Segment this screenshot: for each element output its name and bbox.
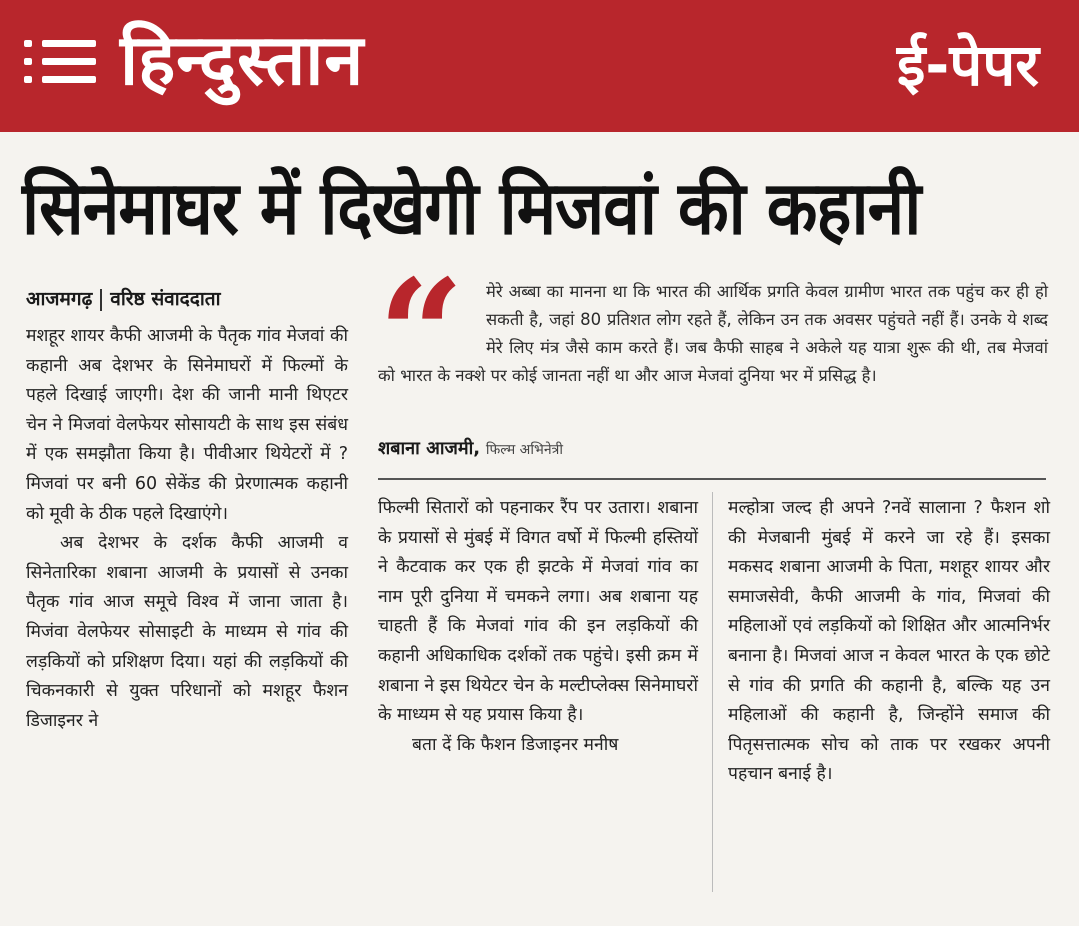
header-bar xyxy=(0,0,1079,132)
dateline-byline: वरिष्ठ संवाददाता xyxy=(110,288,221,310)
brand-logo[interactable]: हिन्दुस्तान xyxy=(120,19,365,101)
quote-author: शबाना आजमी, xyxy=(378,438,481,459)
paragraph: अब देशभर के दर्शक कैफी आजमी व सिनेतारिका शबाना आजमी के प्रयासों से उनका पैतृक गांव आज समूचे विश्व में जाना जाता है। मिजंवा वेलफेयर सोसाइटी के माध्यम से गांव की लड़कियों को प्रशिक्षण दिया। यहां की लड़कियों की चिकनकारी से युक्त परिधानों को मशहूर फैशन डिजाइनर ने xyxy=(26,533,348,731)
paragraph: बता दें कि फैशन डिजाइनर मनीष xyxy=(412,734,619,755)
quote-text-block xyxy=(378,278,1048,390)
hamburger-menu-icon[interactable] xyxy=(24,38,96,86)
dateline-separator xyxy=(100,289,102,311)
pull-quote xyxy=(378,247,1048,468)
quote-author-role: फिल्म अभिनेत्री xyxy=(485,442,563,458)
article-headline: सिनेमाघर में दिखेगी मिजवां की कहानी xyxy=(22,165,921,252)
newspaper-clipping xyxy=(0,132,1079,926)
article-column-2 xyxy=(378,494,698,760)
dateline-place: आजमगढ़ xyxy=(26,288,93,310)
quote-attribution xyxy=(378,434,563,464)
quote-mark-icon: “ xyxy=(378,247,465,423)
epaper-link[interactable]: ई-पेपर xyxy=(896,31,1039,99)
article-column-1 xyxy=(26,322,348,736)
paragraph: मशहूर शायर कैफी आजमी के पैतृक गांव मेजवां की कहानी अब देशभर के सिनेमाघरों में फिल्मों के पहले दिखाई जाएगी। देश की जानी मानी थिएटर चेन ने मिजवां वेलफेयर सोसायटी के साथ इस संबंध में एक समझौता किया है। पीवीआर थियेटरों में ?मिजवां पर बनी 60 सेकेंड की प्रेरणात्मक कहानी को मूवी के ठीक पहले दिखाएंगे। xyxy=(26,326,348,524)
section-divider xyxy=(378,478,1046,480)
article-column-3 xyxy=(728,494,1050,790)
quote-text: मेरे अब्बा का मानना था कि भारत की आर्थिक प्रगति केवल ग्रामीण भारत तक पहुंच कर ही हो सकती है, जहां 80 प्रतिशत लोग रहते हैं, लेकिन उन तक अवसर पहुंचते नहीं हैं। उनके ये शब्द मेरे लिए मंत्र जैसे काम करते हैं। जब कैफी साहब ने अकेले यह यात्रा शुरू की थी, तब मेजवां को भारत के नक्शे पर कोई जानता नहीं था और आज मेजवां दुनिया भर में प्रसिद्ध है। xyxy=(378,282,1048,385)
dateline xyxy=(26,282,356,316)
column-divider xyxy=(712,492,713,892)
paragraph: मल्होत्रा जल्द ही अपने ?नवें सालाना ? फैशन शो की मेजबानी मुंबई में करने जा रहे हैं। इसका मकसद शबाना आजमी के पिता, मशहूर शायर और समाजसेवी, कैफी आजमी के गांव, मिजवां की महिलाओं एवं लड़कियों को शिक्षित और आत्मनिर्भर बनाना है। मिजवां आज न केवल भारत के एक छोटे से गांव की प्रगति की कहानी है, बल्कि यह उन महिलाओं की कहानी है, जिन्होंने समाज की पितृसत्तात्मक सोच को ताक पर रखकर अपनी पहचान बनाई है। xyxy=(728,498,1050,785)
paragraph: फिल्मी सितारों को पहनाकर रैंप पर उतारा। शबाना के प्रयासों से मुंबई में विगत वर्षो में फिल्मी हस्तियों ने कैटवाक कर एक ही झटके में मेजवां गांव का नाम पूरी दुनिया में चमकने लगा। अब शबाना यह चाहती हैं कि मेजवां गांव की इन लड़कियों की कहानी अधिकाधिक दर्शकों तक पहुंचे। इसी क्रम में शबाना ने इस थियेटर चेन के मल्टीप्लेक्स सिनेमाघरों के माध्यम से यह प्रयास किया है। xyxy=(378,498,698,726)
